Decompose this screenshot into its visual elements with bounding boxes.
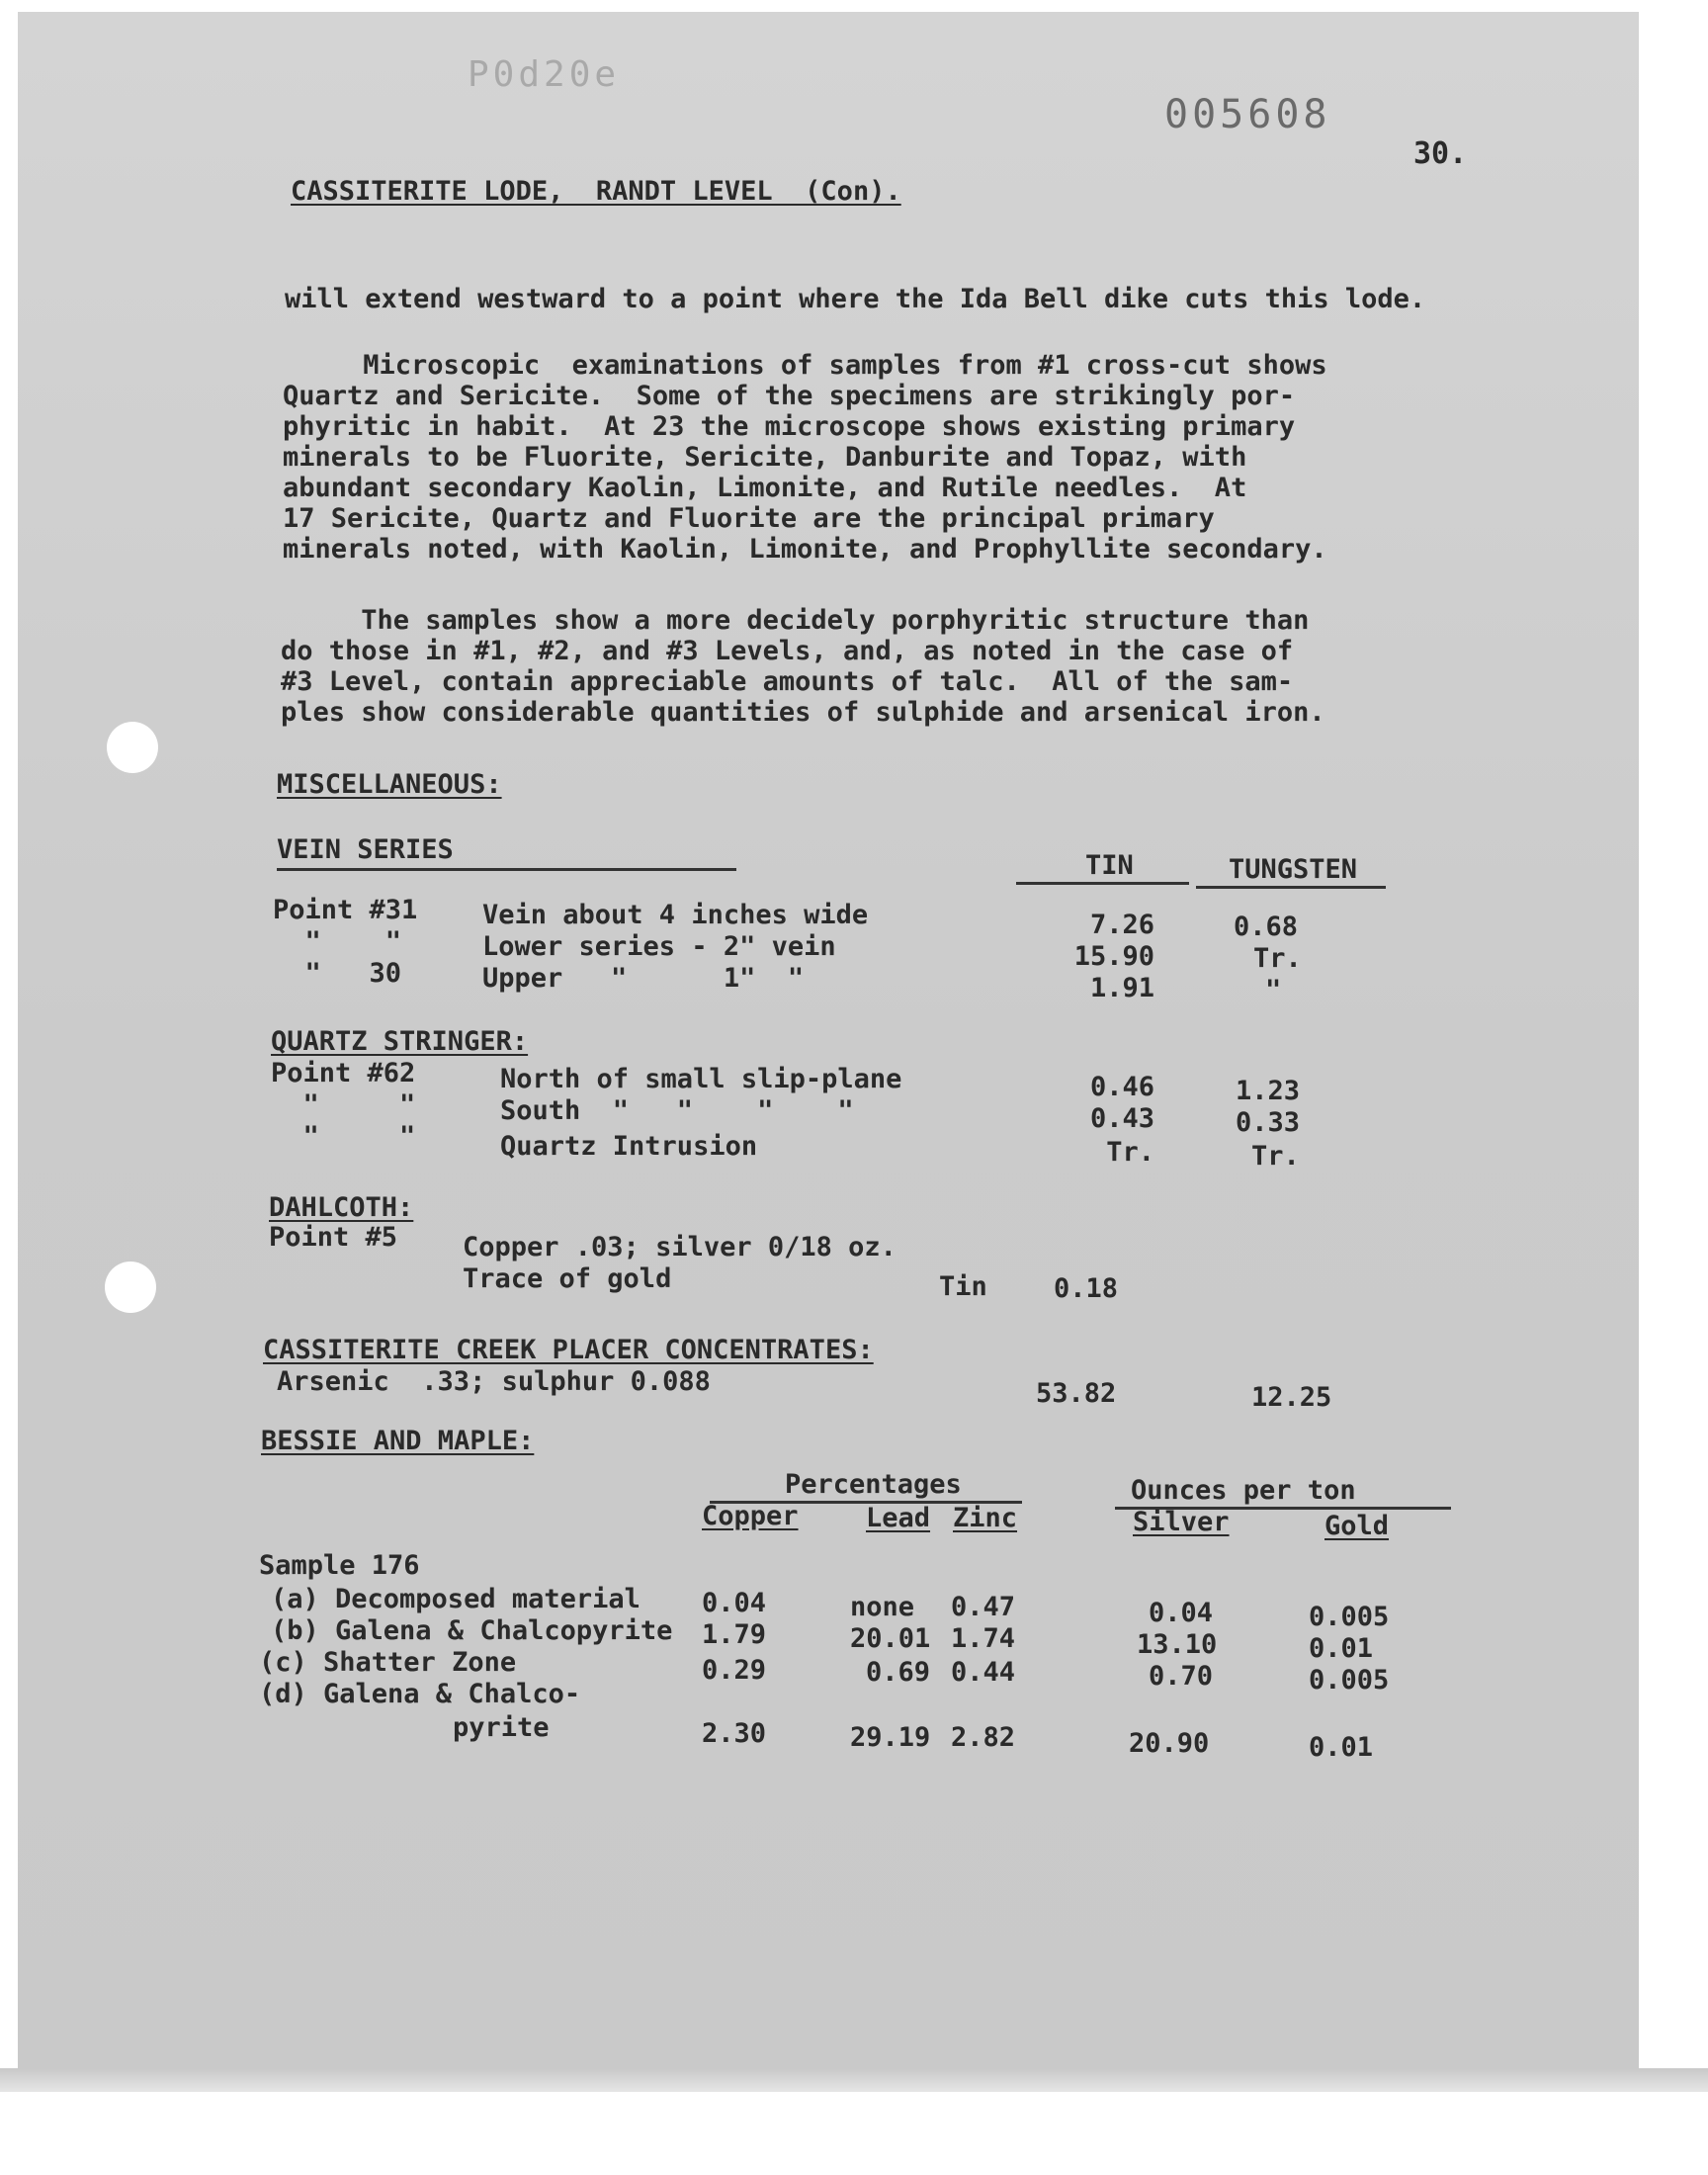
row-description: Vein about 4 inches wide (482, 900, 869, 930)
sample-description: (c) Shatter Zone (259, 1647, 517, 1678)
tungsten-value: " (1265, 975, 1282, 1005)
column-header-gold: Gold (1324, 1511, 1390, 1541)
punch-hole (107, 722, 158, 773)
gold-value: 0.01 (1309, 1633, 1374, 1664)
silver-value: 0.70 (1149, 1661, 1214, 1692)
placer-line: Arsenic .33; sulphur 0.088 (277, 1366, 711, 1397)
column-header-tin: TIN (1085, 850, 1134, 881)
lead-value: 20.01 (850, 1623, 931, 1654)
text-line: minerals noted, with Kaolin, Limonite, and Prophyllite secondary. (283, 534, 1327, 565)
row-label: " 30 (273, 958, 402, 989)
text-line: do those in #1, #2, and #3 Levels, and, as noted in the case of (281, 636, 1294, 666)
lead-value: none (850, 1592, 915, 1622)
sample-description: (b) Galena & Chalcopyrite (271, 1615, 673, 1646)
sample-description: (d) Galena & Chalco- (259, 1679, 581, 1709)
lead-value: 29.19 (850, 1722, 931, 1753)
column-header-zinc: Zinc (953, 1503, 1018, 1533)
page-title: CASSITERITE LODE, RANDT LEVEL (Con). (291, 176, 901, 207)
tungsten-value: Tr. (1251, 1141, 1300, 1172)
dahlcoth-tin-label: Tin (939, 1271, 987, 1302)
zinc-value: 2.82 (951, 1722, 1016, 1753)
zinc-value: 0.44 (951, 1657, 1016, 1688)
column-header-lead: Lead (866, 1503, 931, 1533)
scan-edge-band (0, 2068, 1708, 2092)
column-rule (1196, 886, 1386, 889)
dahlcoth-heading: DAHLCOTH: (269, 1192, 414, 1223)
paragraph-microscopic (283, 350, 1327, 565)
gold-value: 0.005 (1309, 1665, 1390, 1696)
tungsten-value: 0.68 (1234, 912, 1299, 942)
punch-hole (105, 1262, 156, 1313)
document-number-stamp: 005608 (1164, 92, 1331, 137)
copper-value: 1.79 (702, 1619, 767, 1650)
heading-rule (277, 868, 736, 871)
tin-value: 1.91 (1089, 973, 1154, 1003)
text-line: abundant secondary Kaolin, Limonite, and Rutile needles. At (283, 473, 1247, 503)
page-number: 30. (1413, 136, 1468, 171)
tin-value: Tr. (1106, 1137, 1154, 1168)
tungsten-value: 0.33 (1236, 1107, 1301, 1138)
sample-label: Sample 176 (259, 1550, 420, 1581)
silver-value: 13.10 (1137, 1629, 1218, 1660)
sample-description-continued: pyrite (453, 1712, 550, 1743)
column-header-silver: Silver (1133, 1507, 1230, 1537)
text-line: 17 Sericite, Quartz and Fluorite are the principal primary (283, 503, 1215, 534)
text-line: #3 Level, contain appreciable amounts of talc. All of the sam- (281, 666, 1294, 697)
column-header-copper: Copper (702, 1501, 799, 1531)
silver-value: 0.04 (1149, 1598, 1214, 1628)
dahlcoth-line: Trace of gold (463, 1263, 672, 1294)
tungsten-value: 1.23 (1236, 1076, 1301, 1106)
vein-series-heading: VEIN SERIES (277, 834, 454, 865)
column-header-tungsten: TUNGSTEN (1229, 854, 1358, 885)
copper-value: 0.04 (702, 1588, 767, 1618)
row-label: Point #31 (273, 895, 418, 925)
placer-tin-value: 53.82 (1036, 1378, 1117, 1409)
row-label: " " (271, 1121, 416, 1152)
text-line: minerals to be Fluorite, Sericite, Danburite and Topaz, with (283, 442, 1247, 473)
dahlcoth-tin-value: 0.18 (1054, 1273, 1119, 1304)
group-header-ounces: Ounces per ton (1131, 1475, 1356, 1506)
bessie-maple-heading: BESSIE AND MAPLE: (261, 1426, 535, 1456)
copper-value: 0.29 (702, 1655, 767, 1686)
row-description: Quartz Intrusion (500, 1131, 758, 1162)
group-header-percentages: Percentages (785, 1469, 962, 1500)
copper-value: 2.30 (702, 1718, 767, 1749)
continuation-line: will extend westward to a point where the Ida Bell dike cuts this lode. (285, 284, 1426, 314)
paragraph-samples (281, 605, 1325, 728)
dahlcoth-point-label: Point #5 (269, 1222, 398, 1253)
lead-value: 0.69 (866, 1657, 931, 1688)
tin-value: 15.90 (1073, 941, 1154, 972)
zinc-value: 0.47 (951, 1592, 1016, 1622)
dahlcoth-line: Copper .03; silver 0/18 oz. (463, 1232, 897, 1262)
row-label: " " (271, 1089, 416, 1120)
document-page (18, 12, 1639, 2068)
placer-heading: CASSITERITE CREEK PLACER CONCENTRATES: (263, 1335, 874, 1365)
faint-stamp: P0d20e (468, 54, 621, 95)
row-label: Point #62 (271, 1058, 416, 1088)
row-description: Lower series - 2" vein (482, 931, 836, 962)
gold-value: 0.005 (1309, 1602, 1390, 1632)
quartz-stringer-heading: QUARTZ STRINGER: (271, 1026, 529, 1057)
tin-value: 0.43 (1089, 1103, 1154, 1134)
tin-value: 7.26 (1089, 910, 1154, 940)
tin-value: 0.46 (1089, 1072, 1154, 1102)
text-line: The samples show a more decidely porphyritic structure than (281, 605, 1310, 636)
tungsten-value: Tr. (1253, 943, 1302, 974)
row-description: Upper " 1" " (482, 963, 805, 994)
sample-description: (a) Decomposed material (271, 1584, 640, 1614)
row-label: " " (273, 926, 402, 957)
gold-value: 0.01 (1309, 1732, 1374, 1763)
zinc-value: 1.74 (951, 1623, 1016, 1654)
text-line: Microscopic examinations of samples from #1 cross-cut shows (283, 350, 1327, 381)
text-line: ples show considerable quantities of sulphide and arsenical iron. (281, 697, 1325, 728)
text-line: phyritic in habit. At 23 the microscope shows existing primary (283, 411, 1296, 442)
row-description: South " " " " (500, 1095, 854, 1126)
text-line: Quartz and Sericite. Some of the specimens are strikingly por- (283, 381, 1296, 411)
row-description: North of small slip-plane (500, 1064, 902, 1094)
column-rule (1016, 882, 1189, 885)
silver-value: 20.90 (1129, 1728, 1210, 1759)
placer-tungsten-value: 12.25 (1251, 1382, 1332, 1413)
section-heading-miscellaneous: MISCELLANEOUS: (277, 769, 502, 800)
